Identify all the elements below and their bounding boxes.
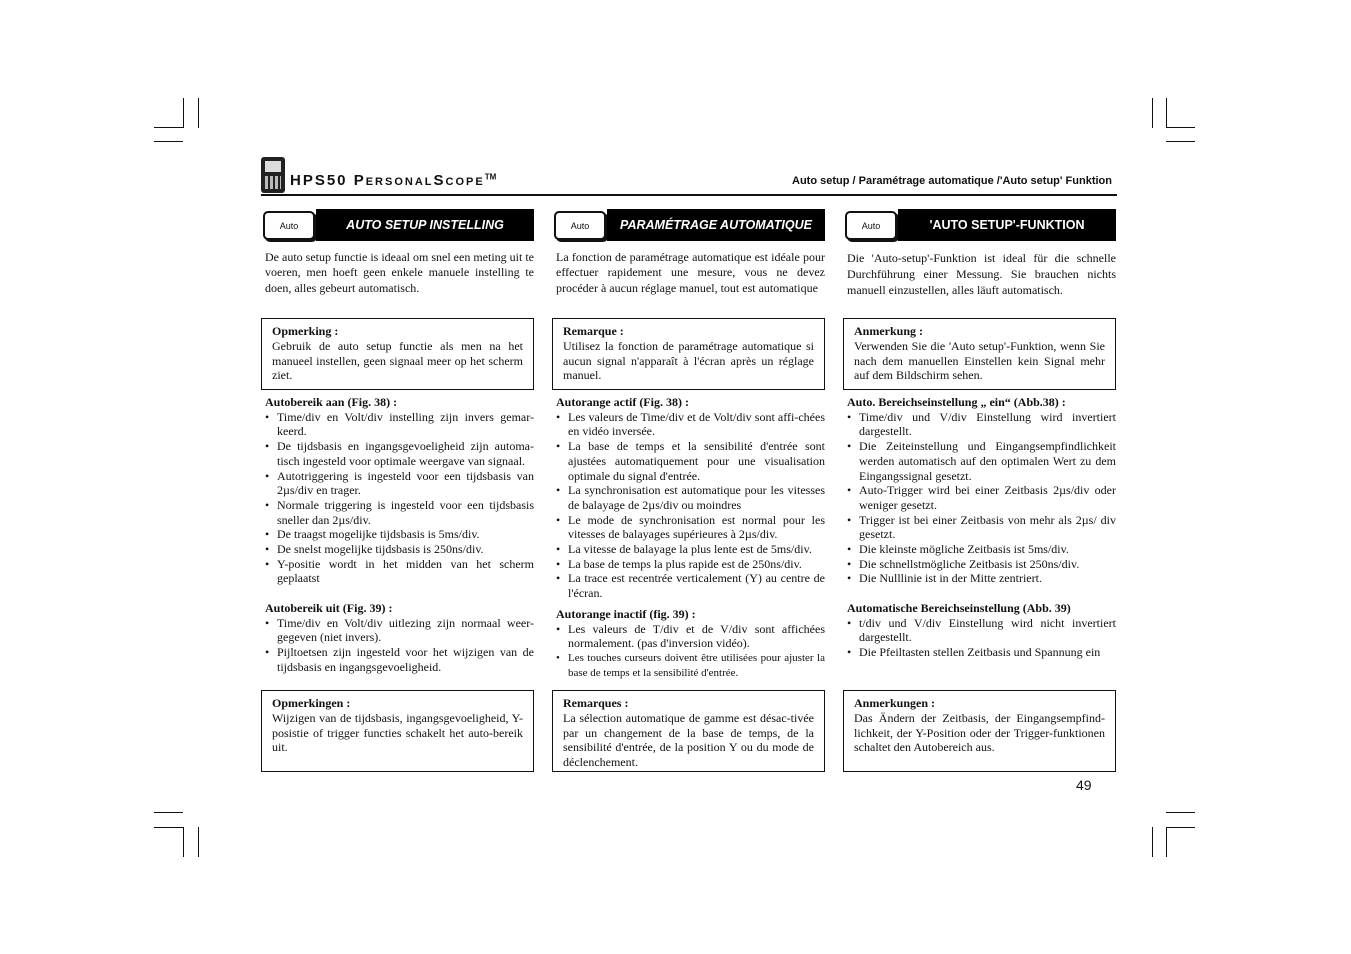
crop-mark (198, 98, 199, 128)
list-item: • Autotriggering is ingesteld voor een tijdsbasis van 2µs/div en trager. (265, 469, 534, 498)
crop-mark (1166, 141, 1195, 142)
note-text: Gebruik de auto setup functie als men na het manueel instellen, geen signaal meer op het scherm ziet. (272, 338, 523, 383)
list-item: • Die kleinste mögliche Zeitbasis ist 5ms/div. (847, 542, 1116, 557)
list-item: • La base de temps et la sensibilité d'entrée sont ajustées automatiquement pour une visualisation optimale du signal d'entrée. (556, 439, 825, 483)
crop-mark (1166, 812, 1195, 813)
list-item: • Les touches curseurs doivent être utilisées pour ajuster la base de temps et la sensibilité d'entrée. (556, 651, 825, 680)
autorange-on-section (847, 395, 1116, 586)
crop-mark (198, 827, 199, 857)
section-title: Auto setup / Paramétrage automatique /'Auto setup' Funktion (792, 175, 1112, 187)
list-item: • Die Nulllinie ist in der Mitte zentriert. (847, 571, 1116, 586)
note-text: Wijzigen van de tijdsbasis, ingangsgevoeligheid, Y-posistie of trigger functies schakelt het auto-bereik uit. (272, 710, 523, 755)
subsection-title: Autobereik aan (Fig. 38) : (265, 395, 398, 409)
header-rule (261, 194, 1117, 196)
note-text: Verwenden Sie die 'Auto setup'-Funktion, wenn Sie nach dem manuellen Einstellen kein Signal mehr auf dem Bildschirm sehen. (854, 338, 1105, 383)
subsection-title: Autorange inactif (fig. 39) : (556, 607, 696, 621)
column-german (843, 208, 1116, 755)
note-text: Das Ändern der Zeitbasis, der Eingangsempfind-lichkeit, der Y-Position oder der Trigger-funktionen schaltet den Autobereich aus. (854, 710, 1105, 755)
list-item: • Die Zeiteinstellung und Eingangsempfindlichkeit werden automatisch auf den optimalen Wert zu dem Eingangssignal gesetzt. (847, 439, 1116, 483)
column-french (552, 208, 825, 770)
list-item: • Time/div en Volt/div uitlezing zijn normaal weer-gegeven (niet invers). (265, 616, 534, 645)
note-box (261, 318, 534, 390)
list-item: • La base de temps la plus rapide est de 250ns/div. (556, 557, 825, 572)
section-heading: AUTO SETUP INSTELLING (316, 209, 534, 241)
list-item: • De snelst mogelijke tijdsbasis is 250ns/div. (265, 542, 534, 557)
scope-device-icon (261, 157, 285, 193)
note-title: Opmerkingen : (272, 696, 351, 710)
crop-mark (1166, 127, 1195, 128)
auto-button-icon: Auto (845, 211, 897, 240)
notes-box (261, 690, 534, 772)
crop-mark (1166, 827, 1167, 857)
list-item: • Time/div und V/div Einstellung wird invertiert dargestellt. (847, 410, 1116, 439)
note-box (843, 318, 1116, 390)
section-heading: 'AUTO SETUP'-FUNKTION (898, 209, 1116, 241)
note-title: Opmerking : (272, 324, 339, 338)
crop-mark (1152, 98, 1153, 128)
subsection-title: Auto. Bereichseinstellung „ ein“ (Abb.38) : (847, 395, 1066, 409)
list-item: • Trigger ist bei einer Zeitbasis von mehr als 2µs/ div gesetzt. (847, 513, 1116, 542)
notes-box (552, 690, 825, 772)
subsection-title: Autorange actif (Fig. 38) : (556, 395, 689, 409)
autorange-off-section (847, 601, 1116, 660)
page-title: HPS50 PERSONALSCOPE™ (290, 172, 497, 189)
list-item: • De tijdsbasis en ingangsgevoeligheid zijn automa-tisch ingesteld voor optimale weergave van signaal. (265, 439, 534, 468)
page-number: 49 (1076, 777, 1092, 793)
list-item: • Auto-Trigger wird bei einer Zeitbasis 2µs/div oder weniger gesetzt. (847, 483, 1116, 512)
subsection-title: Autobereik uit (Fig. 39) : (265, 601, 393, 615)
crop-mark (183, 98, 184, 128)
list-item: • Le mode de synchronisation est normal pour les vitesses de balayages supérieures à 2µs/div. (556, 513, 825, 542)
intro-text: Die 'Auto-setup'-Funktion ist ideal für die schnelle Durchführung einer Messung. Sie brauchen nichts manuell einzustellen, alles läuft automatisch. (847, 251, 1116, 297)
list-item: • Die Pfeiltasten stellen Zeitbasis und Spannung ein (847, 645, 1116, 660)
crop-mark (154, 127, 183, 128)
crop-mark (154, 812, 183, 813)
list-item: • Time/div en Volt/div instelling zijn invers gemar-keerd. (265, 410, 534, 439)
crop-mark (154, 827, 183, 828)
note-title: Remarque : (563, 324, 624, 338)
list-item: • Les valeurs de T/div et de V/div sont affichées normalement. (pas d'inversion vidéo). (556, 622, 825, 651)
auto-button-icon: Auto (263, 211, 315, 240)
list-item: • t/div und V/div Einstellung wird nicht invertiert dargestellt. (847, 616, 1116, 645)
crop-mark (1152, 827, 1153, 857)
note-title: Anmerkung : (854, 324, 924, 338)
note-text: La sélection automatique de gamme est désac-tivée par un changement de la base de temps, de la sensibilité d'entrée, de la position Y ou du mode de déclenchement. (563, 710, 814, 770)
autorange-off-section (556, 607, 825, 681)
crop-mark (183, 827, 184, 857)
notes-box (843, 690, 1116, 772)
list-item: • La trace est recentrée verticalement (Y) au centre de l'écran. (556, 571, 825, 600)
subsection-title: Automatische Bereichseinstellung (Abb. 39) (847, 601, 1071, 615)
list-item: • De traagst mogelijke tijdsbasis is 5ms/div. (265, 527, 534, 542)
autorange-off-section (265, 601, 534, 675)
crop-mark (154, 141, 183, 142)
note-title: Remarques : (563, 696, 629, 710)
list-item: • Die schnellstmögliche Zeitbasis ist 250ns/div. (847, 557, 1116, 572)
crop-mark (1166, 98, 1167, 128)
intro-text: La fonction de paramétrage automatique est idéale pour effectuer rapidement une mesure, vous ne devez procéder à aucun réglage manuel, tout est automatique (556, 250, 825, 295)
section-heading: PARAMÉTRAGE AUTOMATIQUE (607, 209, 825, 241)
crop-mark (1166, 827, 1195, 828)
auto-button-icon: Auto (554, 211, 606, 240)
list-item: • Normale triggering is ingesteld voor een tijdsbasis sneller dan 2µs/div. (265, 498, 534, 527)
note-text: Utilisez la fonction de paramétrage automatique si aucun signal n'apparaît à l'écran après un réglage manuel. (563, 338, 814, 383)
note-box (552, 318, 825, 390)
note-title: Anmerkungen : (854, 696, 936, 710)
column-dutch (261, 208, 534, 755)
list-item: • La synchronisation est automatique pour les vitesses de balayage de 2µs/div ou moindres (556, 483, 825, 512)
autorange-on-section (265, 395, 534, 586)
list-item: • Pijltoetsen zijn ingesteld voor het wijzigen van de tijdsbasis en ingangsgevoeligheid. (265, 645, 534, 674)
list-item: • La vitesse de balayage la plus lente est de 5ms/div. (556, 542, 825, 557)
intro-text: De auto setup functie is ideaal om snel een meting uit te voeren, men hoeft geen enkele manuele instelling te doen, alles gebeurt automatisch. (265, 250, 534, 295)
list-item: • Y-positie wordt in het midden van het scherm geplaatst (265, 557, 534, 586)
autorange-on-section (556, 395, 825, 601)
list-item: • Les valeurs de Time/div et de Volt/div sont affi-chées en vidéo inversée. (556, 410, 825, 439)
